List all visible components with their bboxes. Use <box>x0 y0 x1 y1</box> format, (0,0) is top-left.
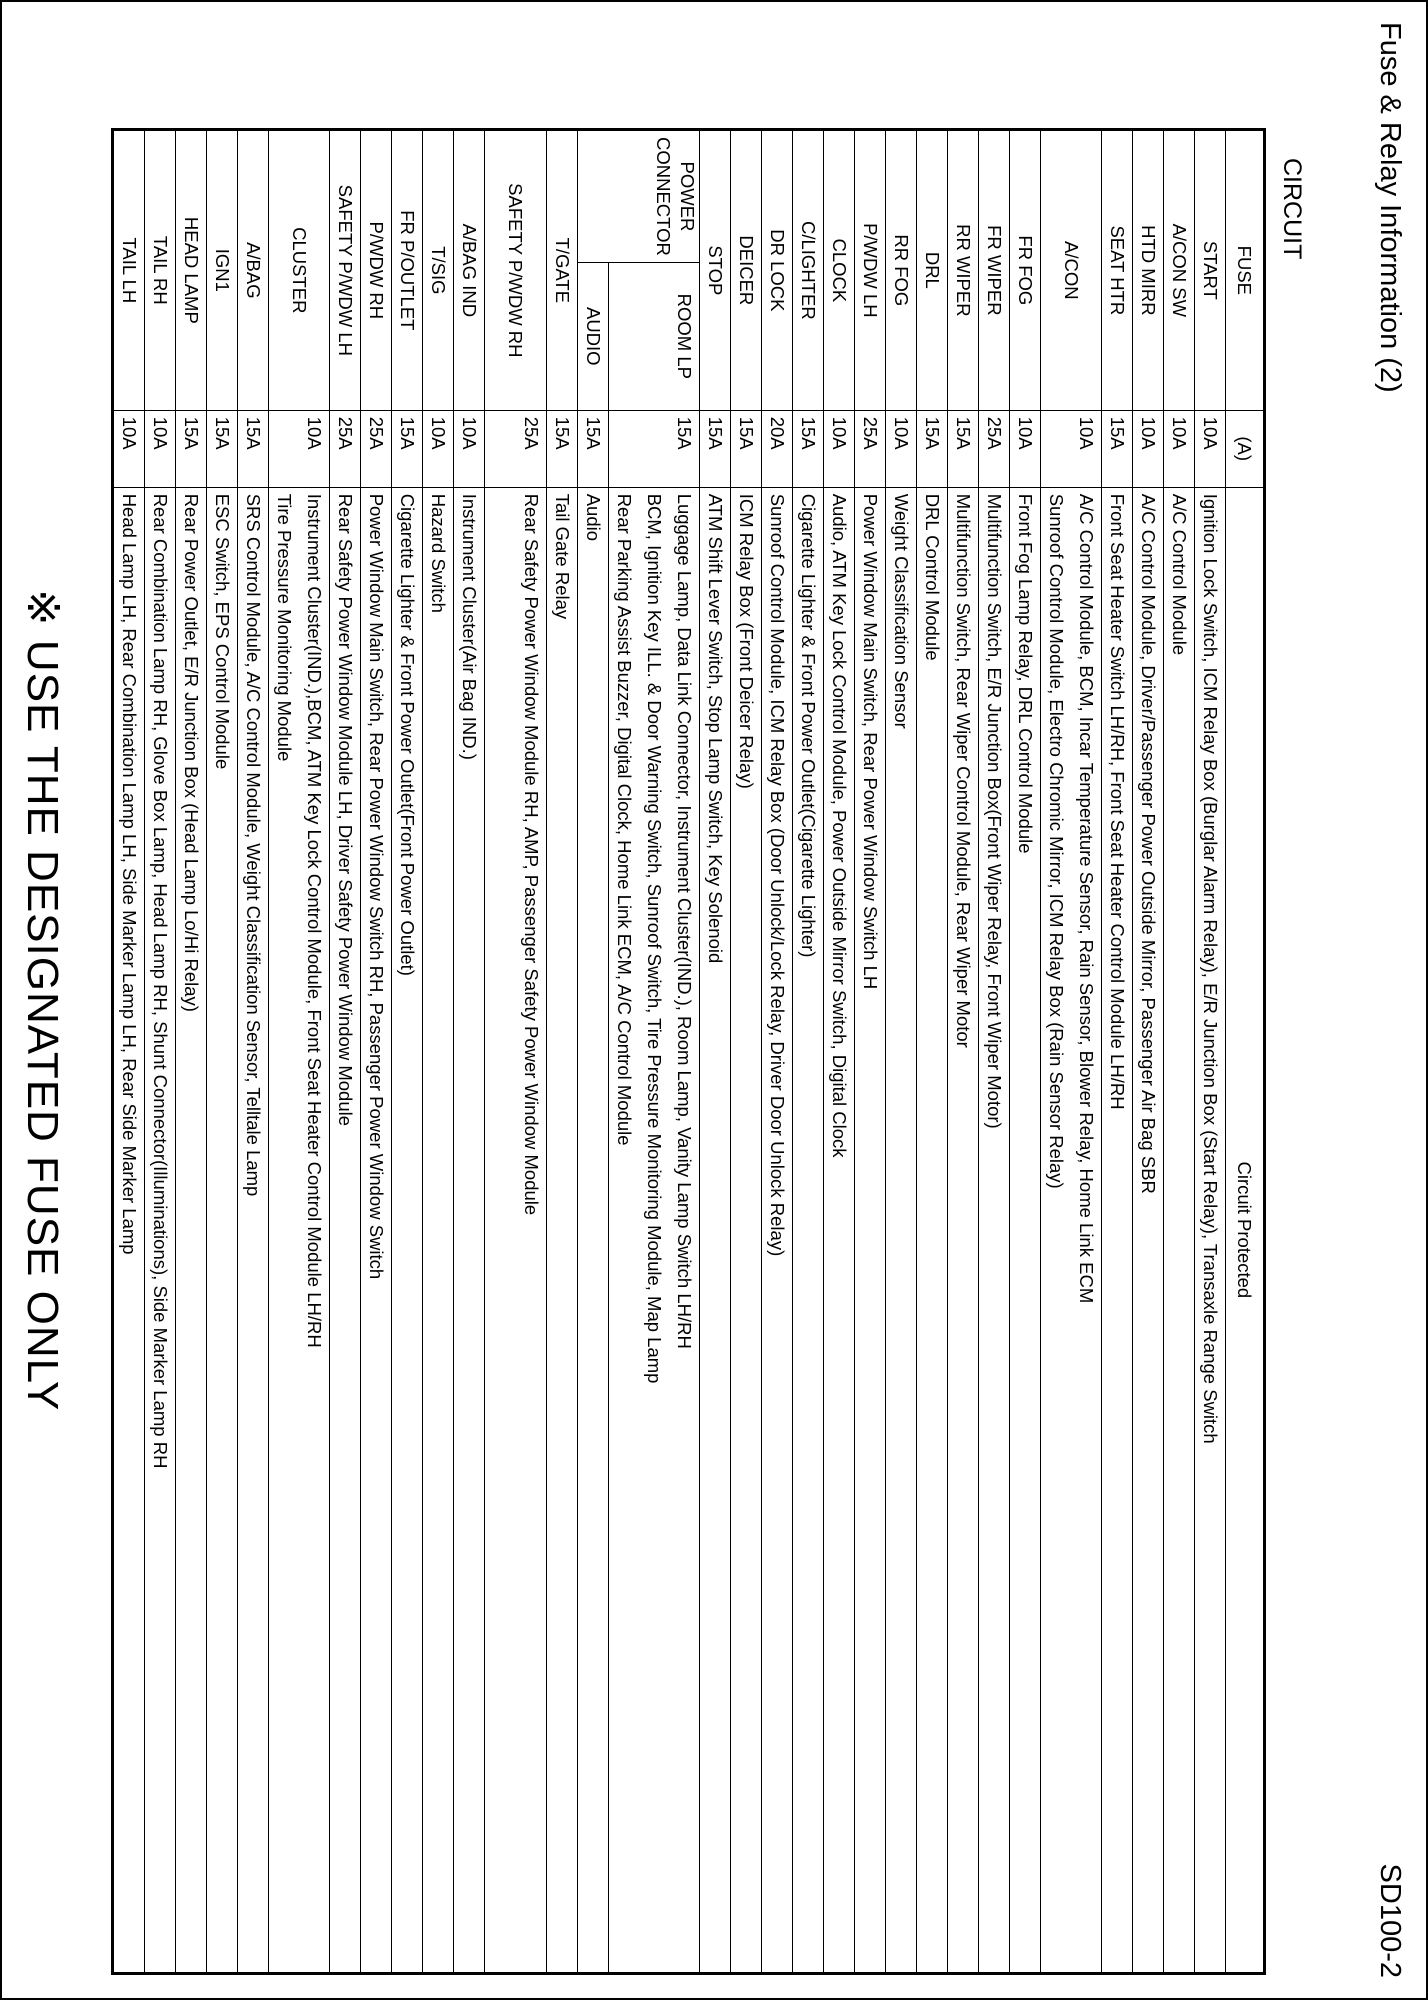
circuit-protected <box>855 487 886 1973</box>
table-row <box>454 130 485 1974</box>
circuit-protected <box>731 487 762 1973</box>
table-row <box>361 130 392 1974</box>
circuit-line: A/C Control Module, BCM, Incar Temperature Sensor, Rain Sensor, Blower Relay, Home Link ECM <box>1076 493 1097 1304</box>
circuit-line: Head Lamp LH, Rear Combination Lamp LH, Side Marker Lamp LH, Rear Side Marker Lamp <box>119 493 140 1255</box>
fuse-amperage: 10A <box>1133 410 1164 487</box>
circuit-line: Sunroof Control Module, ICM Relay Box (Door Unlock/Lock Relay, Driver Door Unlock Relay) <box>767 493 788 1257</box>
fuse-name: A/CON SW <box>1164 130 1195 411</box>
fuse-name: FR P/OUTLET <box>392 130 423 411</box>
circuit-line: BCM, Ignition Key ILL. & Door Warning Switch, Sunroof Switch, Tire Pressure Monitoring Module, Map Lamp <box>644 493 665 1384</box>
table-body <box>113 130 1226 1974</box>
table-row <box>793 130 824 1974</box>
circuit-line: Power Window Main Switch, Rear Power Window Switch RH, Passenger Power Window Switch <box>366 493 387 1280</box>
fuse-name: FR FOG <box>1010 130 1041 411</box>
table-row <box>731 130 762 1974</box>
circuit-protected <box>361 487 392 1973</box>
circuit-line: Weight Classification Sensor <box>891 493 912 729</box>
circuit-heading: CIRCUIT <box>1278 158 1306 260</box>
fuse-amperage: 15A <box>547 410 578 487</box>
fuse-name: DR LOCK <box>762 130 793 411</box>
fuse-name: SAFETY P/WDW RH <box>485 130 547 411</box>
fuse-name: RR WIPER <box>948 130 979 411</box>
table-row <box>485 130 547 1974</box>
circuit-line: Rear Parking Assist Buzzer, Digital Clock, Home Link ECM, A/C Control Module <box>614 493 635 1146</box>
circuit-protected <box>1164 487 1195 1973</box>
circuit-line: Audio, ATM Key Lock Control Module, Power Outside Mirror Switch, Digital Clock <box>829 493 850 1158</box>
table-row <box>578 130 609 1974</box>
fuse-notice: ※ USE THE DESIGNATED FUSE ONLY <box>18 588 67 1412</box>
power-connector-label: CONNECTOR <box>653 137 674 256</box>
fuse-amperage: 15A <box>609 410 700 487</box>
fuse-amperage: 10A <box>454 410 485 487</box>
table-row <box>824 130 855 1974</box>
table-row <box>269 130 330 1974</box>
fuse-name: AUDIO <box>578 262 609 410</box>
fuse-name: A/BAG <box>238 130 269 411</box>
fuse-name: DEICER <box>731 130 762 411</box>
power-connector-label: POWER <box>677 161 698 232</box>
circuit-line: Front Seat Heater Switch LH/RH, Front Seat Heater Control Module LH/RH <box>1107 493 1128 1110</box>
table-row <box>609 130 700 1974</box>
circuit-line: Tire Pressure Monitoring Module <box>274 493 295 762</box>
fuse-amperage: 10A <box>886 410 917 487</box>
fuse-name: P/WDW RH <box>361 130 392 411</box>
fuse-name: STOP <box>700 130 731 411</box>
fuse-amperage: 25A <box>855 410 886 487</box>
circuit-protected <box>176 487 207 1973</box>
page-title: Fuse & Relay Information (2) <box>1374 22 1406 393</box>
fuse-amperage: 25A <box>485 410 547 487</box>
circuit-line: Ignition Lock Switch, ICM Relay Box (Burglar Alarm Relay), E/R Junction Box (Start Relay), Transaxle Range Switch <box>1200 493 1221 1444</box>
circuit-protected <box>979 487 1010 1973</box>
circuit-line: ATM Shift Lever Switch, Stop Lamp Switch, Key Solenoid <box>705 493 726 964</box>
fuse-amperage: 25A <box>361 410 392 487</box>
fuse-amperage: 15A <box>578 410 609 487</box>
fuse-name: A/CON <box>1041 130 1102 411</box>
fuse-amperage: 15A <box>392 410 423 487</box>
circuit-line: A/C Control Module <box>1169 493 1190 656</box>
circuit-protected <box>330 487 361 1973</box>
table-row <box>948 130 979 1974</box>
circuit-protected <box>485 487 547 1973</box>
table-row <box>113 130 145 1974</box>
circuit-line: ESC Switch, EPS Control Module <box>212 493 233 770</box>
circuit-line: Rear Safety Power Window Module LH, Driver Safety Power Window Module <box>335 493 356 1127</box>
fuse-table <box>111 128 1266 1975</box>
fuse-name: SEAT HTR <box>1102 130 1133 411</box>
circuit-protected <box>113 487 145 1973</box>
fuse-name: HEAD LAMP <box>176 130 207 411</box>
circuit-line: Multifunction Switch, Rear Wiper Control Module, Rear Wiper Motor <box>953 493 974 1048</box>
table-row <box>207 130 238 1974</box>
fuse-name: P/WDW LH <box>855 130 886 411</box>
fuse-amperage: 10A <box>824 410 855 487</box>
fuse-amperage: 25A <box>330 410 361 487</box>
fuse-amperage: 15A <box>917 410 948 487</box>
circuit-line: Multifunction Switch, E/R Junction Box(Front Wiper Relay, Front Wiper Motor) <box>984 493 1005 1129</box>
circuit-protected <box>238 487 269 1973</box>
fuse-name: CLUSTER <box>269 130 330 411</box>
table-row <box>1195 130 1226 1974</box>
circuit-protected <box>824 487 855 1973</box>
circuit-line: Power Window Main Switch, Rear Power Window Switch LH <box>860 493 881 990</box>
circuit-protected <box>207 487 238 1973</box>
fuse-name: START <box>1195 130 1226 411</box>
table-row <box>238 130 269 1974</box>
fuse-amperage: 10A <box>1195 410 1226 487</box>
fuse-name: FR WIPER <box>979 130 1010 411</box>
circuit-protected <box>1195 487 1226 1973</box>
circuit-line: Rear Combination Lamp RH, Glove Box Lamp, Head Lamp RH, Shunt Connector(Illuminations), Side Marker Lamp RH <box>150 493 171 1469</box>
header-fuse: FUSE <box>1226 130 1265 411</box>
circuit-protected <box>917 487 948 1973</box>
circuit-line: Cigarette Lighter & Front Power Outlet(Cigarette Lighter) <box>798 493 819 958</box>
fuse-amperage: 10A <box>1041 410 1102 487</box>
circuit-protected <box>423 487 454 1973</box>
fuse-amperage: 25A <box>979 410 1010 487</box>
circuit-protected: Audio <box>578 487 609 1973</box>
table-row <box>855 130 886 1974</box>
fuse-name: IGN1 <box>207 130 238 411</box>
table-row <box>1133 130 1164 1974</box>
circuit-protected <box>609 487 700 1973</box>
circuit-line: Tail Gate Relay <box>552 493 573 620</box>
header-circuit: Circuit Protected <box>1226 487 1265 1973</box>
circuit-protected <box>547 487 578 1973</box>
circuit-protected <box>145 487 176 1973</box>
table-row <box>547 130 578 1974</box>
circuit-protected <box>886 487 917 1973</box>
fuse-amperage: 15A <box>731 410 762 487</box>
header-amp: (A) <box>1226 410 1265 487</box>
circuit-protected <box>948 487 979 1973</box>
page-code: SD100-2 <box>1374 1863 1406 1978</box>
circuit-protected <box>1010 487 1041 1973</box>
fuse-name: C/LIGHTER <box>793 130 824 411</box>
table-row <box>392 130 423 1974</box>
fuse-name: ROOM LP <box>609 262 700 410</box>
table-row <box>917 130 948 1974</box>
fuse-amperage: 15A <box>1102 410 1133 487</box>
circuit-line: ICM Relay Box (Front Deicer Relay) <box>736 493 757 789</box>
table-row <box>762 130 793 1974</box>
circuit-line: Rear Safety Power Window Module RH, AMP, Passenger Safety Power Window Module <box>521 493 542 1216</box>
circuit-protected <box>392 487 423 1973</box>
fuse-amperage: 10A <box>113 410 145 487</box>
table-row <box>1041 130 1102 1974</box>
circuit-line: Instrument Cluster(Air Bag IND.) <box>459 493 480 760</box>
fuse-name: HTD MIRR <box>1133 130 1164 411</box>
fuse-amperage: 15A <box>176 410 207 487</box>
table-row <box>700 130 731 1974</box>
circuit-protected <box>1133 487 1164 1973</box>
table-row <box>979 130 1010 1974</box>
table-row <box>145 130 176 1974</box>
fuse-name: TAIL RH <box>145 130 176 411</box>
fuse-amperage: 15A <box>948 410 979 487</box>
power-connector-group <box>578 130 700 263</box>
table-row <box>1010 130 1041 1974</box>
table-row <box>1164 130 1195 1974</box>
fuse-amperage: 15A <box>700 410 731 487</box>
circuit-protected <box>793 487 824 1973</box>
table-row <box>330 130 361 1974</box>
fuse-amperage: 10A <box>1164 410 1195 487</box>
fuse-amperage: 10A <box>1010 410 1041 487</box>
circuit-line: A/C Control Module, Driver/Passenger Power Outside Mirror, Passenger Air Bag SBR <box>1138 493 1159 1194</box>
circuit-line: Sunroof Control Module, Electro Chromic Mirror, ICM Relay Box (Rain Sensor Relay) <box>1046 493 1067 1189</box>
table-row <box>886 130 917 1974</box>
circuit-line: DRL Control Module <box>922 493 943 661</box>
circuit-line: SRS Control Module, A/C Control Module, Weight Classification Sensor, Telltale Lamp <box>243 493 264 1197</box>
table-row <box>176 130 207 1974</box>
circuit-protected <box>454 487 485 1973</box>
fuse-name: RR FOG <box>886 130 917 411</box>
fuse-name: SAFETY P/WDW LH <box>330 130 361 411</box>
circuit-line: Hazard Switch <box>428 493 449 613</box>
fuse-amperage: 10A <box>269 410 330 487</box>
circuit-line: Instrument Cluster(IND.),BCM, ATM Key Lock Control Module, Front Seat Heater Control Module LH/RH <box>304 493 325 1348</box>
circuit-line: Rear Power Outlet, E/R Junction Box (Head Lamp Lo/Hi Relay) <box>181 493 202 1012</box>
fuse-amperage: 15A <box>207 410 238 487</box>
fuse-amperage: 15A <box>238 410 269 487</box>
fuse-name: CLOCK <box>824 130 855 411</box>
fuse-amperage: 20A <box>762 410 793 487</box>
fuse-name: T/SIG <box>423 130 454 411</box>
fuse-amperage: 10A <box>423 410 454 487</box>
circuit-protected <box>700 487 731 1973</box>
table-row <box>423 130 454 1974</box>
fuse-amperage: 15A <box>793 410 824 487</box>
fuse-name: TAIL LH <box>113 130 145 411</box>
circuit-line: Cigarette Lighter & Front Power Outlet(Front Power Outlet) <box>397 493 418 976</box>
circuit-line: Luggage Lamp, Data Link Connector, Instrument Cluster(IND.), Room Lamp, Vanity Lamp Switch LH/RH <box>674 493 695 1349</box>
circuit-line: Front Fog Lamp Relay, DRL Control Module <box>1015 493 1036 854</box>
circuit-protected <box>1102 487 1133 1973</box>
table-row <box>1102 130 1133 1974</box>
circuit-protected <box>1041 487 1102 1973</box>
fuse-name: DRL <box>917 130 948 411</box>
circuit-protected <box>762 487 793 1973</box>
fuse-amperage: 10A <box>145 410 176 487</box>
table-header-row <box>1226 130 1265 1974</box>
fuse-name: T/GATE <box>547 130 578 411</box>
fuse-name: A/BAG IND <box>454 130 485 411</box>
circuit-protected <box>269 487 330 1973</box>
